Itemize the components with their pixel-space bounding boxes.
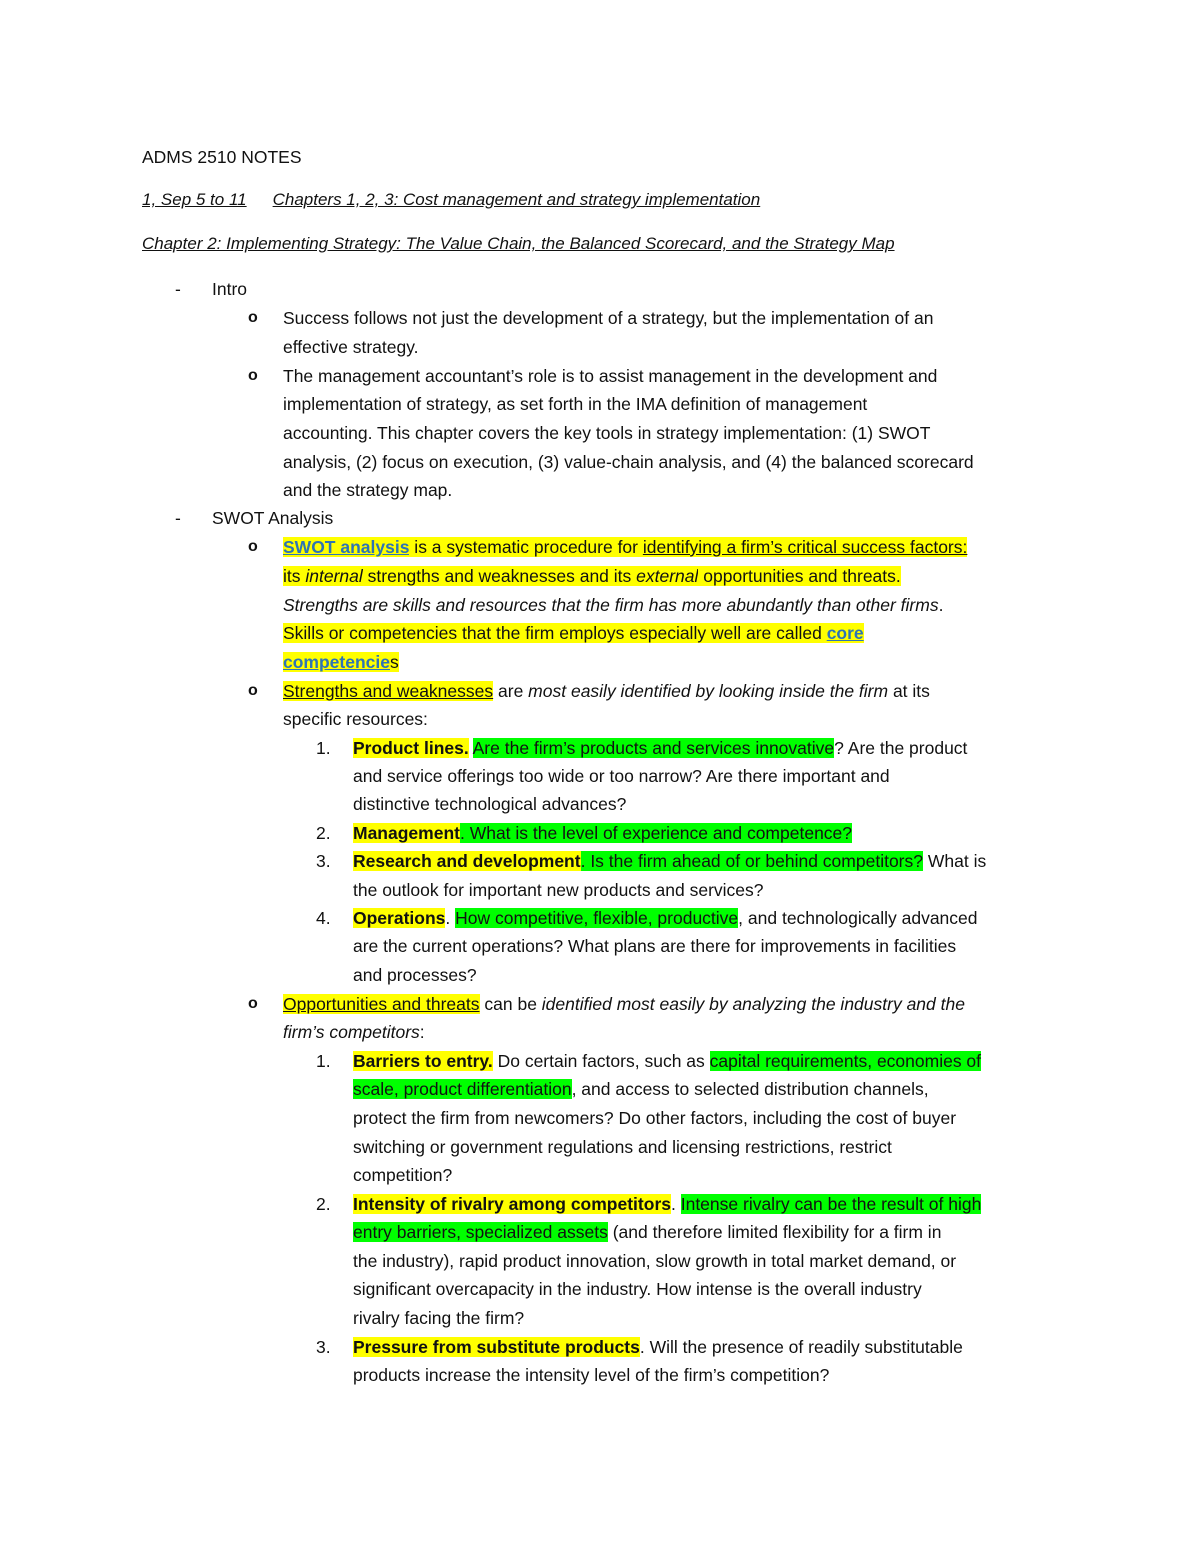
ot-item-2-line2 xyxy=(353,1220,941,1244)
text-run: most easily identified by looking inside the firm xyxy=(528,681,889,701)
core-competencies-link[interactable]: competencie xyxy=(283,652,390,672)
text-run: its xyxy=(283,566,306,586)
ot-item-2-line3: the industry), rapid product innovation, slow growth in total market demand, or xyxy=(353,1251,957,1271)
dash-marker: - xyxy=(175,508,181,528)
text-run: scale, product differentiation xyxy=(353,1079,572,1099)
text-run: Is the firm ahead of or behind competitors? xyxy=(590,851,923,871)
list-number: 3. xyxy=(316,851,331,871)
text-run: . xyxy=(670,1194,681,1214)
swot-heading: SWOT Analysis xyxy=(212,508,334,528)
ot-item-1-line3: protect the firm from newcomers? Do other factors, including the cost of buyer xyxy=(353,1108,957,1128)
sw-item-4-line3: and processes? xyxy=(353,965,477,985)
text-run: . xyxy=(459,823,470,843)
text-run: strengths and weaknesses and its xyxy=(362,566,637,586)
list-number: 1. xyxy=(316,738,331,758)
text-run: opportunities and threats. xyxy=(698,566,901,586)
swot-p2-line1 xyxy=(283,679,930,703)
list-number: 3. xyxy=(316,1337,331,1357)
text-run: can be xyxy=(479,994,542,1014)
text-run: Opportunities and threats xyxy=(283,994,480,1014)
ot-item-1-line4: switching or government regulations and licensing restrictions, restrict xyxy=(353,1137,892,1157)
bullet-marker: o xyxy=(248,682,258,699)
text-run: is a systematic procedure for xyxy=(409,537,643,557)
text-run: Are the firm’s products and services innovative xyxy=(472,738,835,758)
item-label: Barriers to entry. xyxy=(353,1051,493,1071)
swot-p1-line4 xyxy=(283,621,864,645)
text-run: Strengths and weaknesses xyxy=(283,681,494,701)
text-run: Do certain factors, such as xyxy=(492,1051,710,1071)
intro-b2-line4: analysis, (2) focus on execution, (3) value-chain analysis, and (4) the balanced scorecard xyxy=(283,452,974,472)
text-run: capital requirements, economies of xyxy=(709,1051,982,1071)
ot-item-2-line1 xyxy=(353,1192,981,1216)
list-number: 2. xyxy=(316,1194,331,1214)
text-run: . xyxy=(580,851,591,871)
swot-p1-line5 xyxy=(283,650,399,674)
text-run: entry barriers, specialized assets xyxy=(353,1222,608,1242)
swot-p1-line2 xyxy=(283,564,901,588)
sw-item-1-line2: and service offerings too wide or too narrow? Are there important and xyxy=(353,766,890,786)
intro-b2-line3: accounting. This chapter covers the key tools in strategy implementation: (1) SWOT xyxy=(283,423,931,443)
text-run: identifying a firm’s critical success factors: xyxy=(642,537,968,557)
ot-item-3-line2: products increase the intensity level of the firm’s competition? xyxy=(353,1365,830,1385)
text-run: at its xyxy=(888,681,930,701)
swot-p1-line3 xyxy=(283,593,943,617)
text-run: identified most easily by analyzing the industry and the xyxy=(541,994,965,1014)
core-competencies-link[interactable]: core xyxy=(826,623,864,643)
text-run: . xyxy=(938,595,944,615)
list-number: 4. xyxy=(316,908,331,928)
item-label: Pressure from substitute products xyxy=(353,1337,640,1357)
intro-b1-line2: effective strategy. xyxy=(283,337,419,357)
text-run: : xyxy=(419,1022,425,1042)
list-number: 2. xyxy=(316,823,331,843)
text-run: , and technologically advanced xyxy=(738,908,978,928)
intro-b1-line1: Success follows not just the development of a strategy, but the implementation of an xyxy=(283,308,934,328)
text-run: Intense rivalry can be the result of high xyxy=(680,1194,982,1214)
text-run: . xyxy=(445,908,456,928)
text-run: (and therefore limited flexibility for a firm in xyxy=(607,1222,942,1242)
text-run: , and access to selected distribution channels, xyxy=(571,1079,929,1099)
ot-item-2-line5: rivalry facing the firm? xyxy=(353,1308,525,1328)
ot-item-1-line2 xyxy=(353,1077,929,1101)
week-range: 1, Sep 5 to 11 xyxy=(142,190,247,209)
text-run: s xyxy=(389,652,399,672)
list-number: 1. xyxy=(316,1051,331,1071)
bullet-marker: o xyxy=(248,367,258,384)
text-run: Skills or competencies that the firm employs especially well are called xyxy=(283,623,827,643)
sw-item-3-line1 xyxy=(353,849,986,873)
swot-p2-line2: specific resources: xyxy=(283,709,428,729)
text-run: What is the level of experience and competence? xyxy=(469,823,853,843)
swot-p1-line1 xyxy=(283,535,967,559)
text-run: What is xyxy=(923,851,987,871)
text-run: external xyxy=(636,566,699,586)
text-run: internal xyxy=(305,566,363,586)
swot-p3-line1 xyxy=(283,992,965,1016)
sw-item-4-line2: are the current operations? What plans are there for improvements in facilities xyxy=(353,936,957,956)
bullet-marker: o xyxy=(248,538,258,555)
text-run: are xyxy=(493,681,529,701)
text-run: How competitive, flexible, productive xyxy=(455,908,739,928)
item-label: Operations xyxy=(353,908,446,928)
intro-b2-line1: The management accountant’s role is to assist management in the development and xyxy=(283,366,938,386)
bullet-marker: o xyxy=(248,309,258,326)
ot-item-1-line1 xyxy=(353,1049,981,1073)
text-run: Strengths are skills and resources that the firm has more abundantly than other firms xyxy=(283,595,939,615)
sw-item-2-line1 xyxy=(353,821,852,845)
bullet-marker: o xyxy=(248,995,258,1012)
intro-b2-line5: and the strategy map. xyxy=(283,480,453,500)
sw-item-3-line2: the outlook for important new products and services? xyxy=(353,880,764,900)
item-label: Product lines. xyxy=(353,738,469,758)
swot-analysis-link[interactable]: SWOT analysis xyxy=(283,537,410,557)
item-label: Research and development xyxy=(353,851,581,871)
sw-item-4-line1 xyxy=(353,906,978,930)
intro-b2-line2: implementation of strategy, as set forth in the IMA definition of management xyxy=(283,394,868,414)
item-label: Management xyxy=(353,823,460,843)
chapter-heading: Chapter 2: Implementing Strategy: The Value Chain, the Balanced Scorecard, and the Strategy Map xyxy=(142,234,895,253)
text-run: . Will the presence of readily substitutable xyxy=(639,1337,963,1357)
document-title: ADMS 2510 NOTES xyxy=(142,147,302,167)
swot-p3-line2 xyxy=(283,1020,425,1044)
ot-item-2-line4: significant overcapacity in the industry. How intense is the overall industry xyxy=(353,1279,922,1299)
dash-marker: - xyxy=(175,279,181,299)
intro-heading: Intro xyxy=(212,279,248,299)
week-heading xyxy=(142,188,760,212)
week-topic: Chapters 1, 2, 3: Cost management and strategy implementation xyxy=(272,190,761,209)
text-run: ? Are the product xyxy=(834,738,968,758)
sw-item-1-line1 xyxy=(353,736,967,760)
ot-item-3-line1 xyxy=(353,1335,963,1359)
sw-item-1-line3: distinctive technological advances? xyxy=(353,794,627,814)
ot-item-1-line5: competition? xyxy=(353,1165,453,1185)
text-run: firm’s competitors xyxy=(283,1022,420,1042)
item-label: Intensity of rivalry among competitors xyxy=(353,1194,671,1214)
